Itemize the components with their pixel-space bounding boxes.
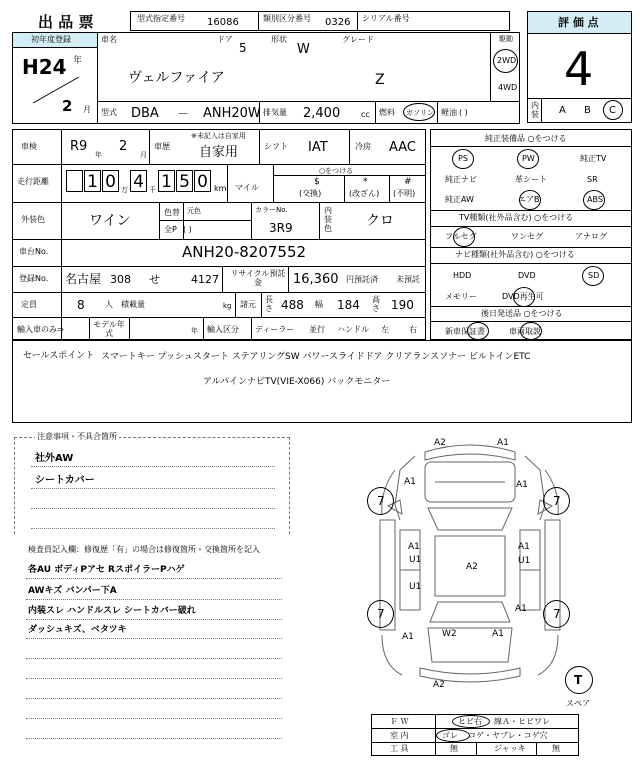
grade: Z [375,72,385,88]
length: 488 [281,298,304,312]
bottom-table [371,714,579,756]
later-warranty: 新車保証書 [445,327,485,336]
mile-opt2-symbol: * [363,177,368,187]
mark-rear-bumper: A2 [433,680,445,690]
interior-label: 内装 [531,101,539,119]
tools-label: 工 具 [390,744,409,753]
load-label: 積載量 [121,300,145,309]
type-label: 型式 [101,108,117,117]
original-color-label: 元色 [187,207,201,215]
width: 184 [337,298,360,312]
tools-value: 無 [450,744,458,753]
height: 190 [391,298,414,312]
equip-ps: PS [458,154,468,163]
fw-crack-circle [452,715,490,728]
inspector-line-4: ダッシュキズ、ベタツキ [28,625,127,635]
equip-ps-circle [452,149,474,169]
navi-label: ナビ種類(社外品含む) ○をつける [455,250,575,259]
inspector-label: 検査員記入欄：修復歴「有」の場合は修復箇所・交換箇所を記入 [28,545,260,554]
note-1: 社外AW [35,453,74,464]
interior-color-label: 内装色 [324,206,332,234]
year-month-unit: 月 [83,105,91,114]
interior-row-legend: コゲ・ヤブレ・コゲ穴 [468,731,548,740]
equip-pw-circle [517,149,539,169]
navi-hdd: HDD [453,271,472,280]
score-box [527,11,632,123]
score-label: 評 価 点 [558,16,599,29]
selling-label: セールスポイント [23,351,95,361]
tv-fullseg-circle [453,227,475,247]
score-value: 4 [564,42,594,96]
chassis: ANH20-8207552 [182,243,307,261]
displacement-label: 排気量 [263,108,287,117]
height-label: 高さ [372,295,380,313]
capacity: 8 [77,298,85,312]
navi-sd: SD [588,271,600,280]
inspection-month: 2 [119,139,128,154]
mileage-km: km [214,184,227,193]
drive-4wd: 4WD [498,83,518,92]
selling-line-2: アルパインナビTV(VIE-X066) バックモニター [203,377,391,387]
equip-leather: 革シート [515,175,547,184]
grade-b: B [584,105,591,116]
tv-fullseg: フルセグ [445,232,477,241]
tv-oneseg: ワンセグ [511,232,543,241]
mileage-digit-6: 5 [176,170,193,192]
reg-class: 308 [110,273,131,286]
inspector-line-2: AWキズ バンパー下A [28,586,117,596]
mark-right-door-front-u: U1 [518,556,531,566]
tire-front-right-value: 7 [553,494,561,508]
equip-pw: PW [522,154,535,163]
fuel-circle [403,103,435,121]
tv-analog: アナログ [575,232,607,241]
reg-label: 登録No. [19,274,49,283]
mark-left-door-front: A1 [408,542,420,552]
year-slash [27,73,87,107]
mileage-sen: 千 [149,186,156,194]
mileage-man: 万 [121,186,128,194]
model-code-label: 型式指定番号 [137,14,185,23]
type-prefix: DBA [131,106,159,121]
mile-opt1-symbol: $ [314,177,320,187]
equipment-label: 純正装備品 ○をつける [485,134,567,143]
selling-points [12,340,632,423]
car-diagram [340,430,590,690]
ac: AAC [389,140,416,155]
inspection-label: 車検 [21,142,37,151]
fuel-label: 燃料 [379,108,395,117]
tv-label: TV種類(社外品含む) ○をつける [459,213,574,222]
equip-abs: ABS [587,195,603,204]
doors-label: ドア [217,35,233,44]
inspection: R9 [70,139,88,154]
color-no: 3R9 [269,221,293,235]
oil-label: 軽油 [441,108,457,117]
drive-2wd-circle [493,49,518,73]
mark-back-door: W2 [442,629,457,639]
type: ANH20W [203,106,261,121]
note-2: シートカバー [35,475,95,486]
shift-label: シフト [264,142,288,151]
page-title: 出 品 票 [38,13,94,31]
import-class-label: 輸入区分 [207,325,239,334]
model-year-label: モデル年式 [93,320,125,339]
original-color-paren: ( ) [183,225,192,234]
jack-label: ジャッキ [494,744,526,753]
class-code: 0326 [325,17,351,28]
spare-value: T [574,673,583,687]
tire-rear-right-value: 7 [553,607,561,621]
mark-rear-fender-right: A1 [515,604,527,614]
class-code-label: 類別区分番号 [263,14,311,23]
navi-dvd-play: DVD再生可 [502,292,544,301]
inspector-line-1: 各AU ボディPアセ RスポイラーPハゲ [28,565,185,575]
color-change-label: 色替 [164,208,180,217]
notes-box [14,432,290,534]
recycle-unpaid: 未預託 [396,275,420,284]
later-label: 後日発送品 ○をつける [481,309,563,318]
tire-rear-left-value: 7 [377,607,385,621]
fuel: ガソリン [406,109,434,117]
mark-left-door-rear-u: U1 [409,582,422,592]
mile-opt3-symbol: # [404,177,412,187]
shape: W [297,42,310,57]
code-row [130,11,510,31]
car-name-label: 車名 [101,35,117,44]
later-warranty-circle [467,322,489,340]
handle-left: 左 [381,325,389,334]
mileage-digit-4: 4 [130,170,147,192]
serial-label: シリアル番号 [362,14,410,23]
fw-crack: ヒビ右 [458,717,482,726]
later-manual-circle [520,322,542,340]
inspector-line-3: 内装スレ ハンドルスレ シートカバー破れ [28,606,196,616]
equip-airbag: エアB [518,195,540,204]
interior-row-label: 室 内 [390,731,409,740]
equip-navi: 純正ナビ [445,175,477,184]
exterior-label: 外装色 [21,215,45,224]
inspection-year-unit: 年 [95,151,102,159]
equip-aw: 純正AW [445,195,474,204]
capacity-unit: 人 [105,300,113,309]
chassis-label: 車台No. [19,247,49,256]
recycle-label: リサイクル預託金 [230,269,286,288]
handle-right: 右 [409,325,417,334]
mark-rear-fender-left: A1 [402,632,414,642]
mile-opt2-text: (改ざん) [349,189,380,198]
mileage-digit-2: 1 [84,170,101,192]
mile-label: マイル [235,183,259,192]
ac-label: 冷房 [355,142,371,151]
reg-num: 4127 [191,273,219,286]
recycle: 16,360 [293,272,339,287]
mile-circle-note: ○をつける [319,167,354,175]
grade-c-circle [603,100,623,120]
reg-kana: せ [149,273,160,286]
jack-value: 無 [552,744,560,753]
reg-area: 名古屋 [65,272,102,286]
selling-line-1: スマートキー プッシュスタート ステアリングSW パワースライドドア クリアランスソナー ビルトインETC [101,352,531,362]
mark-rear-right-quarter: A1 [492,629,504,639]
mile-opt3-text: (不明) [393,189,416,198]
mileage-digit-5: 1 [158,170,175,192]
model-year-unit: 年 [191,327,198,335]
equip-sr: SR [587,175,598,184]
car-name: ヴェルファイア [128,70,225,86]
specs-label: 諸元 [240,300,256,309]
grade-c: C [609,105,616,116]
year-month: 2 [62,97,73,115]
car-block [12,32,520,124]
cc-unit: cc [361,110,370,119]
load-unit: kg [223,302,232,310]
equip-airbag-circle [519,190,541,210]
mark-front-bumper-right: A1 [497,438,509,448]
details-table [12,129,426,340]
notes-label: 注意事項・不具合箇所 [37,432,117,441]
grade-label: グレード [342,35,374,44]
shift: IAT [308,140,328,155]
width-label: 幅 [315,300,323,309]
length-label: 長さ [265,295,273,313]
oil-paren: ( ) [459,108,468,117]
tire-front-left-value: 7 [377,494,385,508]
mileage-digit-7: 0 [194,170,211,192]
mileage-digit-3: 0 [102,170,119,192]
exterior: ワイン [89,213,131,229]
spare-label: スペア [566,699,590,708]
mark-left-door-front-u: U1 [409,555,422,565]
interior-color: クロ [366,213,394,229]
inspection-month-unit: 月 [140,151,147,159]
fw-legend: 線Ａ・ヒビワレ [494,717,550,726]
capacity-label: 定員 [21,300,37,309]
color-no-label: カラーNo. [255,206,288,214]
type-dash: － [177,107,190,121]
model-code: 16086 [207,17,239,28]
navi-memory: メモリー [445,292,477,301]
drive-2wd: 2WD [497,56,517,65]
parallel-label: 並行 [309,325,325,334]
navi-dvd-play-circle [513,287,535,307]
grade-a: A [559,105,566,116]
mileage-label: 走行距離 [17,177,49,186]
history-label: 車歴 [154,142,170,151]
mark-front-fender-right: A1 [516,480,528,490]
recycle-unit: 円預託済 [346,275,378,284]
year-unit: 年 [73,56,83,66]
equip-tv: 純正TV [580,154,607,163]
equip-abs-circle [583,190,605,210]
year-era: H24 [22,55,67,79]
history: 自家用 [199,145,239,160]
displacement: 2,400 [303,106,341,121]
drive-label: 駆動 [499,35,513,43]
interior-row-circle [436,729,470,742]
fw-label: Ｆ Ｗ [390,717,409,726]
history-note: ※未記入は自家用 [191,132,246,140]
full-paint-label: 全P [164,225,177,234]
mark-front-bumper-left: A2 [434,438,446,448]
mark-right-door-front: A1 [518,542,530,552]
handle-label: ハンドル [337,325,369,334]
import-label: 輸入車のみ⇒ [17,325,64,334]
doors: 5 [239,41,247,55]
import-class: ディーラー [255,325,295,334]
mileage-digit-1 [66,170,83,192]
navi-dvd: DVD [518,271,536,280]
year-label: 初年度登録 [31,35,71,44]
shape-label: 形状 [271,35,287,44]
mark-roof: A2 [466,562,478,572]
inspector-box [14,540,288,760]
later-manual: 車両取説 [509,327,541,336]
interior-row-mark: ゴレ [442,731,458,740]
equipment-table [430,129,632,340]
mark-front-fender-left: A1 [404,477,416,487]
navi-sd-circle [582,266,604,286]
mile-opt1-text: (交換) [299,189,322,198]
